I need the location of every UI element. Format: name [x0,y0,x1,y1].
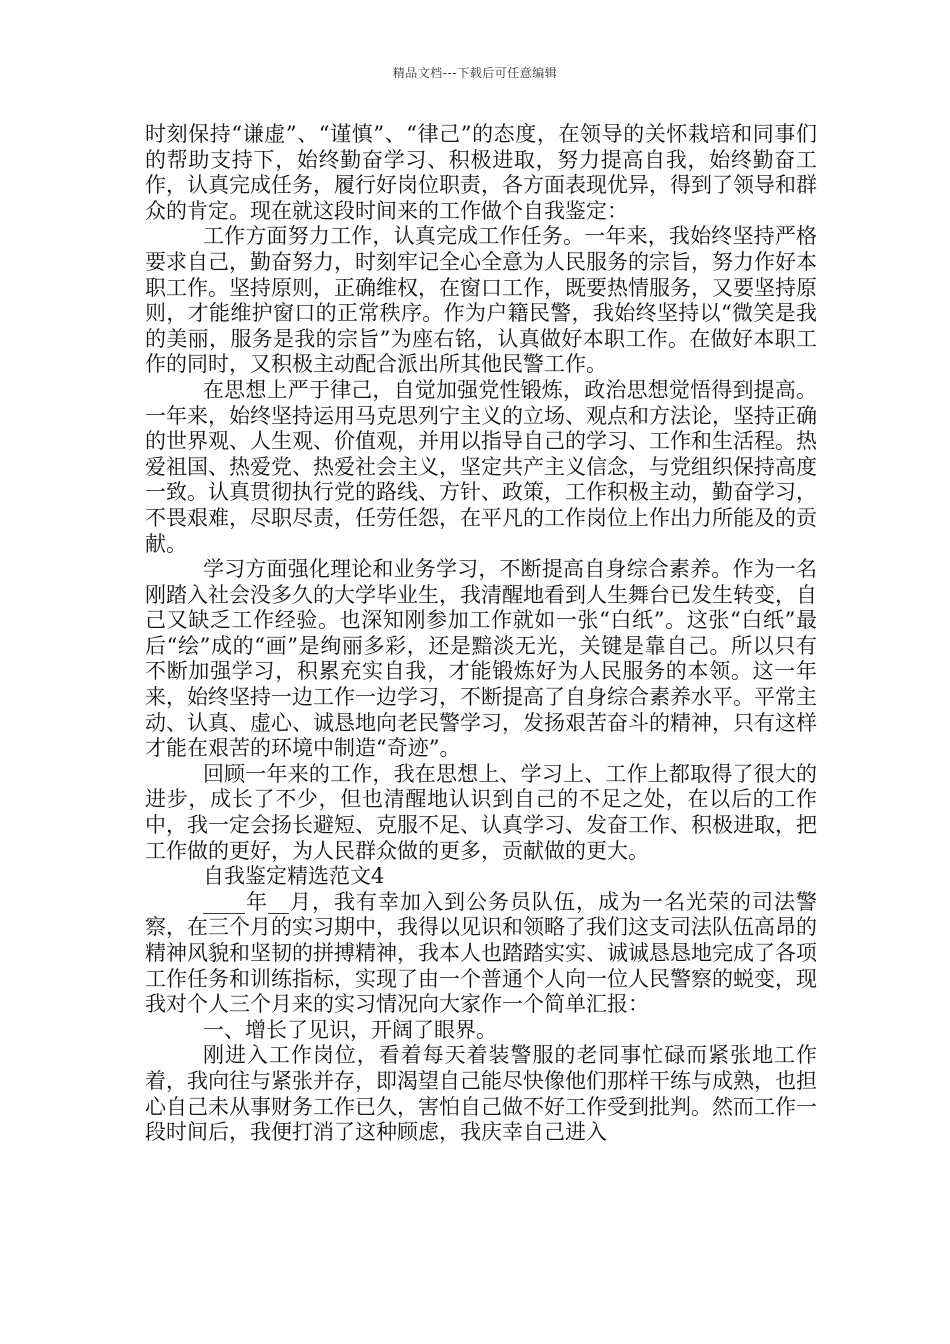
subheading-one: 一、增长了见识，开阔了眼界。 [203,1017,497,1042]
paragraph-report-intro: ____年__月，我有幸加入到公务员队伍，成为一名光荣的司法警察，在三个月的实习期中，我得以见识和领略了我们这支司法队伍高昂的精神风貌和坚韧的拼搏精神，我本人也踏踏实实、诚诚恳恳地完成了各项工作任务和训练指标，实现了由一个普通个人向一位人民警察的蜕变，现我对个人三个月来的实习情况向大家作一个简单汇报： [145,889,817,1017]
paragraph-review: 回顾一年来的工作，我在思想上、学习上、工作上都取得了很大的进步，成长了不少，但也清醒地认识到自己的不足之处，在以后的工作中，我一定会扬长避短、克服不足、认真学习、发奋工作、积极进取，把工作做的更好，为人民群众做的更多，贡献做的更大。 [145,761,817,863]
paragraph-new-job: 刚进入工作岗位，看着每天着装警服的老同事忙碌而紧张地工作着，我向往与紧张并存，即渴望自己能尽快像他们那样干练与成熟，也担心自己未从事财务工作已久，害怕自己做不好工作受到批判。然而工作一段时间后，我便打消了这种顾虑，我庆幸自己进入 [145,1043,817,1145]
paragraph-ideology: 在思想上严于律己，自觉加强党性锻炼，政治思想觉悟得到提高。一年来，始终坚持运用马克思列宁主义的立场、观点和方法论，坚持正确的世界观、人生观、价值观，并用以指导自己的学习、工作和生活程。热爱祖国、热爱党、热爱社会主义，坚定共产主义信念，与党组织保持高度一致。认真贯彻执行党的路线、方针、政策，工作积极主动，勤奋学习，不畏艰难，尽职尽责，任劳任怨，在平凡的工作岗位上作出力所能及的贡献。 [145,377,817,556]
paragraph-intro: 时刻保持“谦虚”、“谨慎”、“律己”的态度，在领导的关怀栽培和同事们的帮助支持下，始终勤奋学习、积极进取，努力提高自我，始终勤奋工作，认真完成任务，履行好岗位职责，各方面表现优异，得到了领导和群众的肯定。现在就这段时间来的工作做个自我鉴定： [145,122,817,223]
paragraph-work: 工作方面努力工作，认真完成工作任务。一年来，我始终坚持严格要求自己，勤奋努力，时刻牢记全心全意为人民服务的宗旨，努力作好本职工作。坚持原则，正确维权，在窗口工作，既要热情服务，又要坚持原则，才能维护窗口的正常秩序。作为户籍民警，我始终坚持以“微笑是我的美丽，服务是我的宗旨”为座右铭，认真做好本职工作。在做好本职工作的同时，又积极主动配合派出所其他民警工作。 [145,224,817,377]
page-header: 精品文档---下载后可任意编辑 [392,66,558,80]
document-body [145,122,817,1146]
paragraph-study: 学习方面强化理论和业务学习，不断提高自身综合素养。作为一名刚踏入社会没多久的大学毕业生，我清醒地看到人生舞台已发生转变，自己又缺乏工作经验。也深知刚参加工作就如一张“白纸”。这张“白纸”最后“绘”成的“画”是绚丽多彩，还是黯淡无光，关键是靠自己。所以只有不断加强学习，积累充实自我，才能锻炼好为人民服务的本领。这一年来，始终坚持一边工作一边学习，不断提高了自身综合素养水平。平常主动、认真、虚心、诚恳地向老民警学习，发扬艰苦奋斗的精神，只有这样才能在艰苦的环境中制造“奇迹”。 [145,557,817,761]
section-heading: 自我鉴定精选范文4 [203,864,385,889]
